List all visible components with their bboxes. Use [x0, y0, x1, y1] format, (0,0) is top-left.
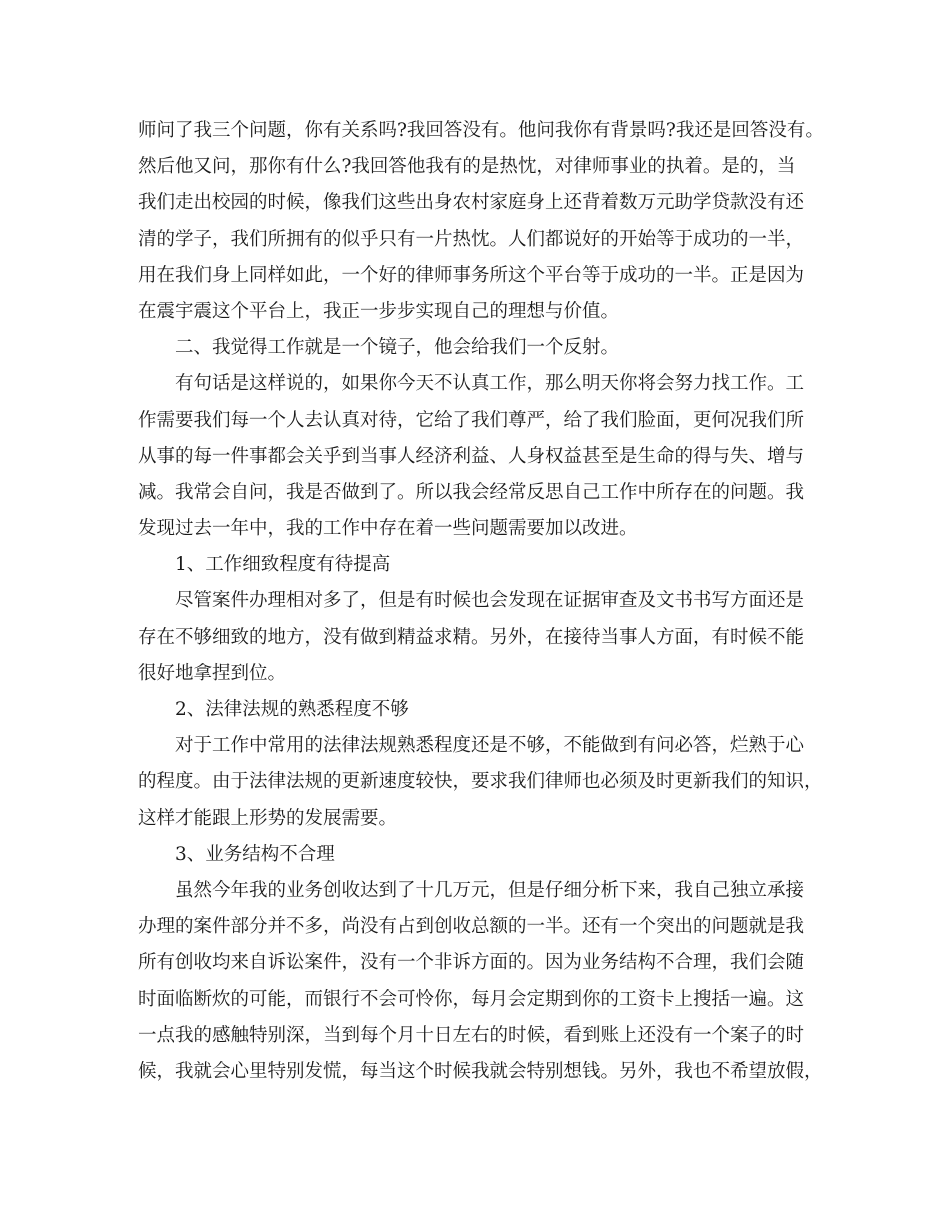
text-line: 用在我们身上同样如此，一个好的律师事务所这个平台等于成功的一半。正是因为 [138, 264, 805, 286]
text-line: 办理的案件部分并不多，尚没有占到创收总额的一半。还有一个突出的问题就是我 [138, 916, 805, 938]
text-line: 作需要我们每一个人去认真对待，它给了我们尊严，给了我们脸面，更何况我们所 [138, 409, 805, 431]
text-line: 尽管案件办理相对多了，但是有时候也会发现在证据审查及文书书写方面还是 [175, 590, 805, 612]
text-line: 有句话是这样说的，如果你今天不认真工作，那么明天你将会努力找工作。工 [175, 373, 805, 395]
text-line: 候，我就会心里特别发慌，每当这个时候我就会特别想钱。另外，我也不希望放假， [138, 1060, 823, 1082]
text-line: 存在不够细致的地方，没有做到精益求精。另外，在接待当事人方面，有时候不能 [138, 626, 805, 648]
text-line: 我们走出校园的时候，像我们这些出身农村家庭身上还背着数万元助学贷款没有还 [138, 192, 805, 214]
text-line: 然后他又问，那你有什么?我回答他我有的是热忱，对律师事业的执着。是的，当 [138, 156, 796, 178]
text-line: 这样才能跟上形势的发展需要。 [138, 807, 398, 829]
text-line: 对于工作中常用的法律法规熟悉程度还是不够，不能做到有问必答，烂熟于心 [175, 735, 805, 757]
text-line: 在震宇震这个平台上，我正一步步实现自己的理想与价值。 [138, 300, 620, 322]
text-line: 二、我觉得工作就是一个镜子，他会给我们一个反射。 [175, 337, 620, 359]
text-line: 虽然今年我的业务创收达到了十几万元，但是仔细分析下来，我自己独立承接 [175, 879, 805, 901]
document-body [138, 113, 828, 1090]
text-line: 所有创收均来自诉讼案件，没有一个非诉方面的。因为业务结构不合理，我们会随 [138, 952, 805, 974]
text-line: 1、工作细致程度有待提高 [175, 554, 391, 576]
text-line: 一点我的感触特别深，当到每个月十日左右的时候，看到账上还没有一个案子的时 [138, 1024, 805, 1046]
text-line: 时面临断炊的可能，而银行不会可怜你，每月会定期到你的工资卡上搜括一遍。这 [138, 988, 805, 1010]
text-line: 3、业务结构不合理 [175, 843, 335, 865]
text-line: 清的学子，我们所拥有的似乎只有一片热忱。人们都说好的开始等于成功的一半， [138, 228, 805, 250]
text-line: 2、法律法规的熟悉程度不够 [175, 699, 409, 720]
text-line: 减。我常会自问，我是否做到了。所以我会经常反思自己工作中所存在的问题。我 [138, 481, 805, 503]
text-line: 发现过去一年中，我的工作中存在着一些问题需要加以改进。 [138, 518, 638, 540]
text-line: 从事的每一件事都会关乎到当事人经济利益、人身权益甚至是生命的得与失、增与 [138, 445, 805, 467]
text-line: 的程度。由于法律法规的更新速度较快，要求我们律师也必须及时更新我们的知识， [138, 771, 823, 793]
text-line: 很好地拿捏到位。 [138, 662, 287, 684]
text-line: 师问了我三个问题，你有关系吗?我回答没有。他问我你有背景吗?我还是回答没有。 [138, 120, 824, 141]
